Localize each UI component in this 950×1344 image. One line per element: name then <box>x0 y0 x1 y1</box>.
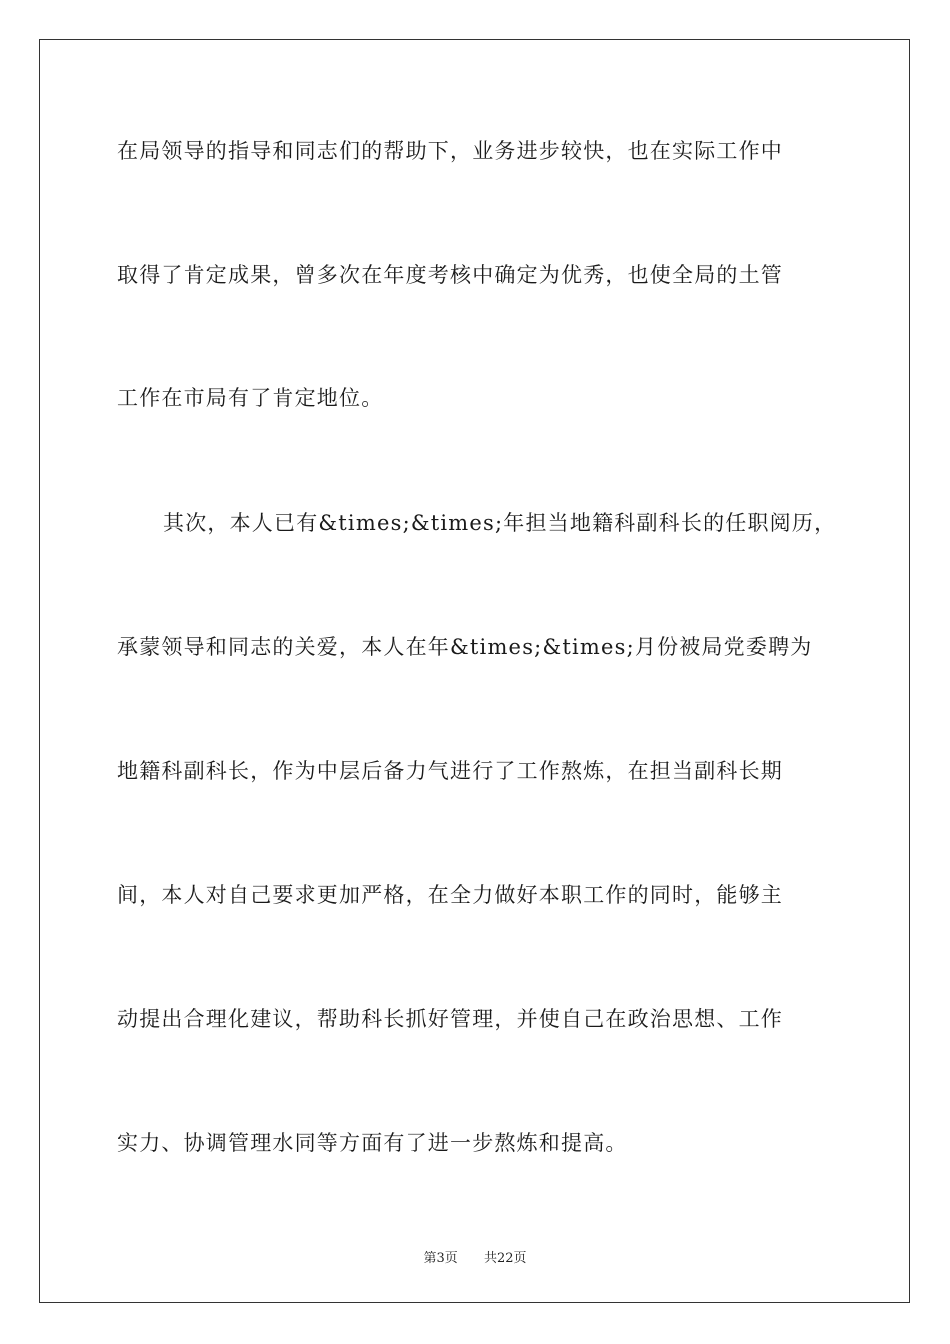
paragraph-line-9: 实力、协调管理水同等方面有了进一步熬炼和提高。 <box>117 1131 628 1155</box>
paragraph-line-4: 其次，本人已有&times;&times;年担当地籍科副科长的任职阅历， <box>163 511 837 535</box>
paragraph-line-6: 地籍科副科长，作为中层后备力气进行了工作熬炼，在担当副科长期 <box>117 759 783 783</box>
page-border <box>39 39 910 1303</box>
paragraph-line-8: 动提出合理化建议，帮助科长抓好管理，并使自己在政治思想、工作 <box>117 1007 783 1031</box>
paragraph-line-5: 承蒙领导和同志的关爱，本人在年&times;&times;月份被局党委聘为 <box>117 635 813 659</box>
page-total: 共22页 <box>484 1251 527 1266</box>
paragraph-line-3: 工作在市局有了肯定地位。 <box>117 386 384 410</box>
paragraph-line-1: 在局领导的指导和同志们的帮助下，业务进步较快，也在实际工作中 <box>117 139 783 163</box>
paragraph-line-7: 间，本人对自己要求更加严格，在全力做好本职工作的同时，能够主 <box>117 883 783 907</box>
page-number: 第3页 <box>423 1251 458 1266</box>
paragraph-line-2: 取得了肯定成果，曾多次在年度考核中确定为优秀，也使全局的土管 <box>117 263 783 287</box>
page-footer <box>0 1247 950 1266</box>
